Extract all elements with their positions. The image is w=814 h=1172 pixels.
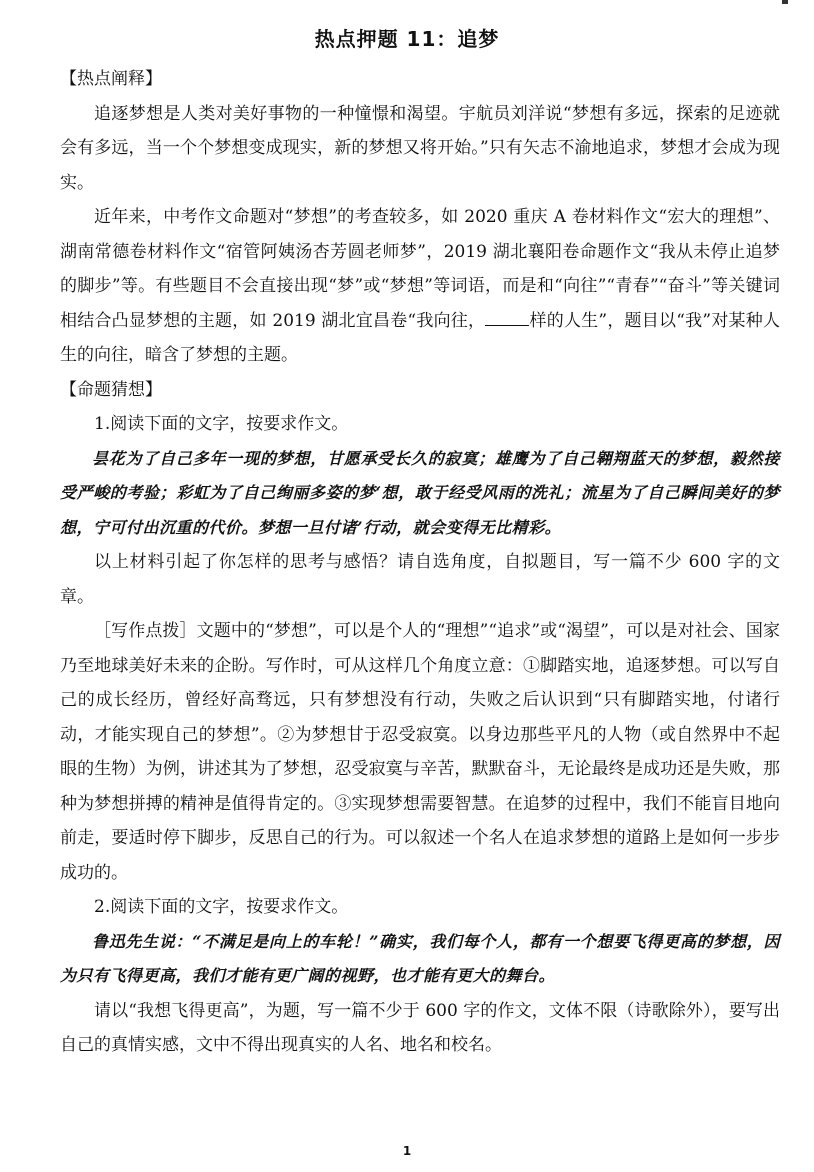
document-body (60, 62, 780, 1063)
question-2-prompt: 请以“我想飞得更高”，为题，写一篇不少于 600 字的作文，文体不限（诗歌除外），要写出自己的真情实感，文中不得出现真实的人名、地名和校名。 (60, 1000, 780, 1055)
corner-mark (782, 0, 788, 4)
explain-paragraph-1: 追逐梦想是人类对美好事物的一种憧憬和渴望。宇航员刘洋说“梦想有多远，探索的足迹就会有多远，当一个个梦想变成现实，新的梦想又将开始。”只有矢志不渝地追求，梦想才会成为现实。 (60, 103, 780, 193)
question-2-material: 鲁迅先生说：“不满足是向上的车轮！”确实，我们每个人，都有一个想要飞得更高的梦想，因为只有飞得更高，我们才能有更广阔的视野，也才能有更大的舞台。 (60, 931, 780, 985)
section-heading-guess: 【命题猜想】 (60, 379, 162, 400)
explain-paragraph-2-part-2: 样的人生”，题目以“我”对某种人生的向往，暗含了梦想的主题。 (60, 310, 781, 365)
fill-in-blank (485, 309, 529, 326)
explain-paragraph-2-part-1: 近年来，中考作文命题对“梦想”的考查较多，如 2020 重庆 A 卷材料作文“宏大的理想”、湖南常德卷材料作文“宿管阿姨汤杏芳圆老师梦”，2019 湖北襄阳卷命题作文“我从未停止追梦的脚步”等。有些题目不会直接出现“梦”或“梦想”等词语，而是和“向往”“青春”“奋斗”等关键词相结合凸显梦想的主题，如 2019 湖北宜昌卷“我向往， (60, 207, 780, 331)
explain-paragraph-2 (60, 200, 780, 373)
question-1-prompt: 以上材料引起了你怎样的思考与感悟？请自选角度，自拟题目，写一篇不少 600 字的文章。 (60, 552, 780, 607)
writing-tip-label: ［写作点拨］ (94, 621, 197, 641)
section-heading-explain: 【热点阐释】 (60, 69, 162, 89)
question-1-instruction: 1.阅读下面的文字，按要求作文。 (94, 414, 349, 434)
question-1-material: 昙花为了自己多年一现的梦想，甘愿承受长久的寂寞；雄鹰为了自己翱翔蓝天的梦想，毅然接受严峻的考验；彩虹为了自己绚丽多姿的梦‘想，敢于经受风雨的洗礼；流星为了自己瞬间美好的梦想，宁可付出沉重的代价。梦想一旦付诸’行动，就会变得无比精彩。 (60, 448, 780, 537)
page-number: 1 (402, 1144, 412, 1158)
writing-tip-text: 文题中的“梦想”，可以是个人的“理想”“追求”或“渴望”，可以是对社会、国家乃至地球美好未来的企盼。写作时，可从这样几个角度立意：①脚踏实地，追逐梦想。可以写自己的成长经历，曾经好高骛远，只有梦想没有行动，失败之后认识到“只有脚踏实地，付诸行动，才能实现自己的梦想”。②为梦想甘于忍受寂寞。以身边那些平凡的人物（或自然界中不起眼的生物）为例，讲述其为了梦想，忍受寂寞与辛苦，默默奋斗，无论最终是成功还是失败，那种为梦想拼搏的精神是值得肯定的。③实现梦想需要智慧。在追梦的过程中，我们不能盲目地向前走，要适时停下脚步，反思自己的行为。可以叙述一个名人在追求梦想的道路上是如何一步步成功的。 (60, 621, 780, 883)
question-2-instruction: 2.阅读下面的文字，按要求作文。 (94, 897, 349, 917)
question-1-writing-tip (60, 614, 780, 890)
page-title: 热点押题 11：追梦 (314, 27, 500, 51)
